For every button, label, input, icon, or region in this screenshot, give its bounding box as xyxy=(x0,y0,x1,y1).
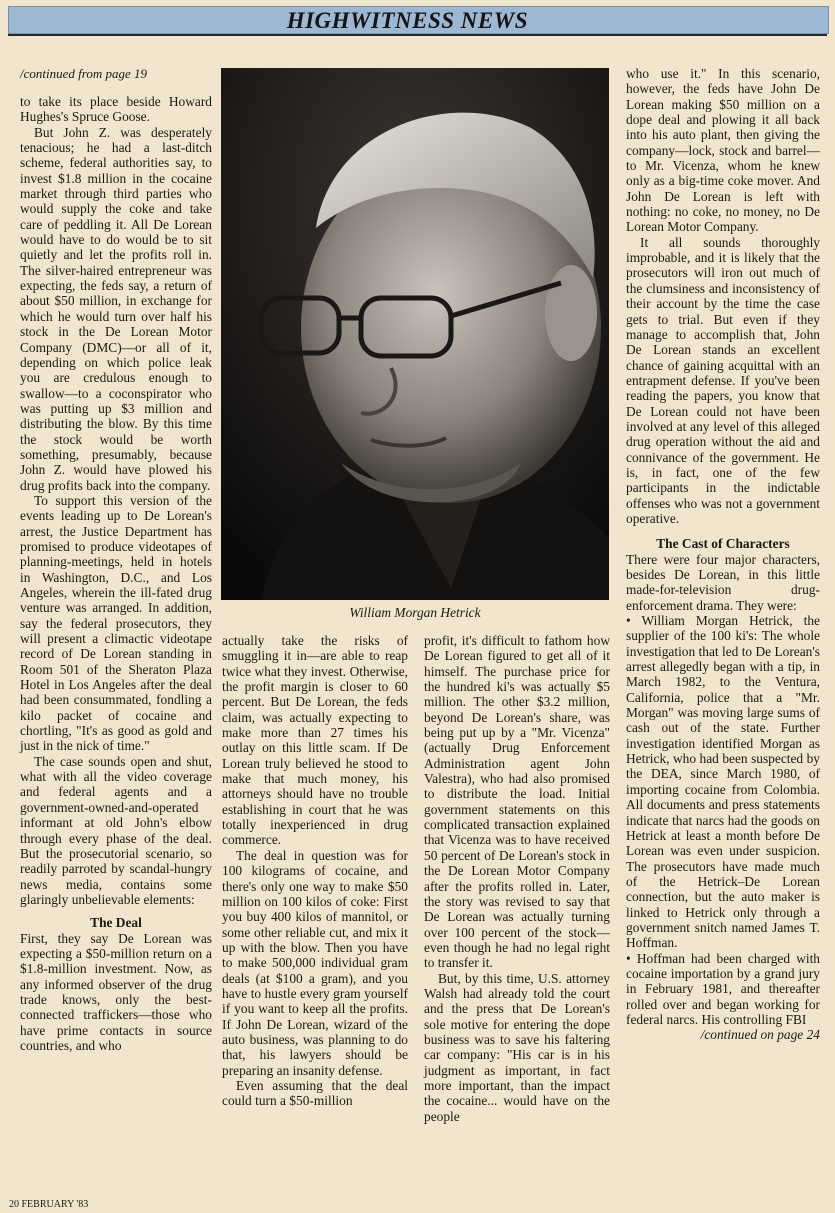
paragraph: profit, it's difficult to fathom how De Lorean figured to get all of it himself. The purchase price for the hundred ki's was actually $5 million. The other $3.2 million, beyond De Lorean's share, was being put up by a "Mr. Vicenza" (actually Drug Enforcement Administration agent John Valestra), who had also promised to distribute the load. Initial government statements on this complicated transaction explained that Vicenza was to have received 50 percent of De Lorean's stock in the De Lorean Motor Company after the profits rolled in. Later, the story was revised to say that De Lorean was actually turning over 100 percent of the stock—even though he had no legal right to transfer it. xyxy=(424,633,610,971)
paragraph: • William Morgan Hetrick, the supplier of the 100 ki's: The whole investigation that led to De Lorean's arrest allegedly began with a tip, in March 1982, to the Ventura, California, police that a "Mr. Morgan" was moving large sums of cash out of the state. Further investigation identified Morgan as Hetrick, who had been suspected by the DEA, since March 1980, of importing cocaine from Colombia. All documents and press statements indicate that narcs had the goods on Hetrick at least a month before De Lorean was even under suspicion. The prosecutors have made much of the Hetrick–De Lorean connection, but the auto maker is linked to Hetrick only through a government snitch named James T. Hoffman. xyxy=(626,613,820,951)
column-2 xyxy=(222,633,408,1109)
paragraph: But, by this time, U.S. attorney Walsh had already told the court and the press that De Lorean's sole motive for entering the dope business was to save his faltering car company: "His car is in his judgment as important, in fact more important, than the impact the cocaine... would have on the people xyxy=(424,970,610,1124)
photo-caption: William Morgan Hetrick xyxy=(349,605,481,620)
section-heading: The Cast of Characters xyxy=(656,536,790,552)
column-1 xyxy=(20,94,212,1053)
paragraph: who use it." In this scenario, however, the feds have John De Lorean making $50 million on a dope deal and plowing it all back into his auto plant, then giving the company—lock, stock and barrel—to Mr. Vicenza, whom he knew only as a big-time coke mover. And John De Lorean is left with nothing: no coke, no money, no De Lorean Motor Company. xyxy=(626,66,820,235)
masthead-title: HIGHWITNESS NEWS xyxy=(286,8,528,33)
portrait-photo xyxy=(221,68,609,600)
paragraph: • Hoffman had been charged with cocaine importation by a grand jury in February 1981, and thereafter rolled over and began working for federal narcs. His controlling FBI xyxy=(626,950,820,1027)
paragraph: actually take the risks of smuggling it in—are able to reap twice what they invest. Otherwise, the profit margin is closer to 60 percent. But De Lorean, the feds claim, was actually expecting to make more than 27 times his outlay on this little scam. If De Lorean truly believed he stood to make that much money, his attorneys should have no trouble establishing in court that he was totally inexperienced in drug commerce. xyxy=(222,633,408,848)
paragraph: There were four major characters, besides De Lorean, in this little made-for-television drug-enforcement drama. They were: xyxy=(626,551,820,613)
continued-to: /continued on page 24 xyxy=(700,1027,820,1043)
paragraph: First, they say De Lorean was expecting a $50-million return on a $1.8-million investment. Now, as any informed observer of the drug trade knows, only the best-connected traffickers—those who have prime contacts in source countries, and who xyxy=(20,930,212,1053)
section-heading: The Deal xyxy=(90,915,142,931)
paragraph: The deal in question was for 100 kilograms of cocaine, and there's only one way to make $50 million on 100 kilos of coke: First you buy 400 kilos of mannitol, or some other reliable cut, and mix it up with the blow. Then you have to make 500,000 individual gram deals (at $100 a gram), and you have to hustle every gram yourself if you want to keep all the profits. If John De Lorean, wizard of the auto business, was planning to do that, his lawyers should be preparing an insanity defense. xyxy=(222,847,408,1078)
paragraph: Even assuming that the deal could turn a $50-million xyxy=(222,1077,408,1109)
portrait-image xyxy=(221,68,609,600)
paragraph: It all sounds thoroughly improbable, and it is likely that the prosecutors will iron out much of the clumsiness and inconsistency of their account by the time the case gets to trial. But even if they manage to accomplish that, John De Lorean stands an excellent chance of gaining acquittal with an entrapment defense. If you've been reading the papers, you know that De Lorean could not have been involved at any level of this alleged drug operation without the aid and connivance of the government. He is, in fact, one of the few participants in the indictable offenses who was not a government operative. xyxy=(626,234,820,526)
column-4 xyxy=(626,66,820,1043)
paragraph: The case sounds open and shut, what with all the video coverage and federal agents and a government-owned-and-operated informant at old John's elbow through every phase of the deal. But the prosecutorial scenario, so readily parroted by scandal-hungry news media, contains some glaringly unbelievable elements: xyxy=(20,753,212,907)
column-3 xyxy=(424,633,610,1124)
paragraph: to take its place beside Howard Hughes's Spruce Goose. xyxy=(20,94,212,125)
masthead-rule xyxy=(8,34,827,36)
masthead-bar xyxy=(8,6,829,34)
page-folio: 20 FEBRUARY '83 xyxy=(9,1199,89,1210)
paragraph: To support this version of the events leading up to De Lorean's arrest, the Justice Department has promised to produce videotapes of planning-meetings, held in hotels in Washington, D.C., and Los Angeles, wherein the ill-fated drug venture was arranged. In addition, say the federal prosecutors, they will present a climactic videotape record of De Lorean standing in Room 501 of the Sheraton Plaza Hotel in Los Angeles after the deal had been consummated, fondling a kilo packet of cocaine and chortling, "It's as good as gold and just in the nick of time." xyxy=(20,492,212,754)
paragraph: But John Z. was desperately tenacious; he had a last-ditch scheme, federal authorities say, to invest $1.8 million in the cocaine market through third parties who would supply the coke and take care of peddling it. All De Lorean would have to do would be to sit quietly and let the profits roll in. The silver-haired entrepreneur was expecting, the feds say, a return of about $50 million, in exchange for which he would turn over half his stock in the De Lorean Motor Company (DMC)—or all of it, depending on which police leak you are credulous enough to swallow—to a coconspirator who was putting up $3 million and distributing the blow. By this time the stock would be worth something, presumably, because John Z. would have plowed his drug profits back into the company. xyxy=(20,124,212,493)
continued-from: /continued from page 19 xyxy=(20,66,147,81)
